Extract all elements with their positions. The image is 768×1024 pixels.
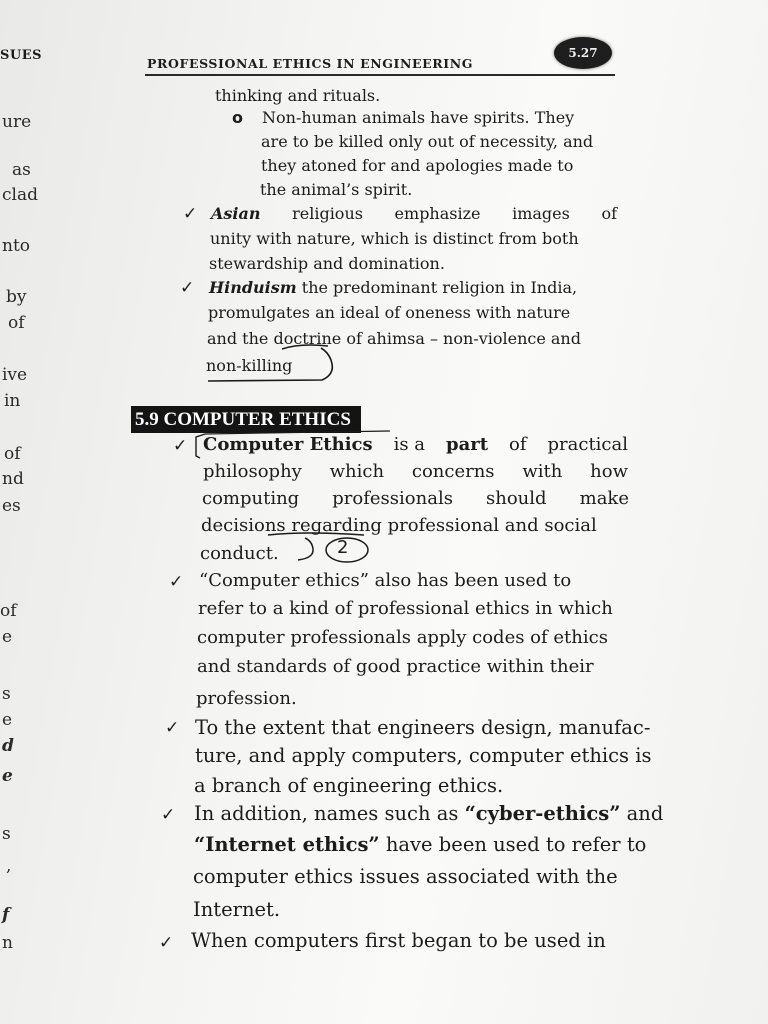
margin-fragment: nd xyxy=(2,469,24,489)
check-icon: ✓ xyxy=(173,436,188,456)
word: emphasize xyxy=(394,204,481,223)
text-line: To the extent that engineers design, manufac- xyxy=(195,716,651,739)
text-line: When computers first began to be used in xyxy=(191,929,606,952)
word: how xyxy=(590,461,628,482)
margin-fragment: , xyxy=(6,856,12,876)
box-mark xyxy=(196,434,205,458)
term-internet-ethics: “Internet ethics” xyxy=(194,833,380,856)
check-icon: ✓ xyxy=(183,204,198,224)
margin-fragment: of xyxy=(4,444,21,464)
word: practical xyxy=(547,434,628,455)
term-cyber-ethics: “cyber-ethics” xyxy=(464,802,621,825)
check-icon: ✓ xyxy=(169,572,184,592)
word: should xyxy=(486,488,547,509)
margin-fragment: of xyxy=(0,601,17,621)
box-mark xyxy=(205,431,390,434)
word: concerns xyxy=(411,461,495,482)
margin-fragment: e xyxy=(2,627,13,647)
text-line: computer ethics issues associated with the xyxy=(193,865,618,888)
text-span: In addition, names such as xyxy=(194,802,465,825)
check-icon: ✓ xyxy=(165,718,180,738)
running-header: PROFESSIONAL ETHICS IN ENGINEERING xyxy=(147,56,473,71)
margin-fragment: s xyxy=(2,824,11,844)
text-line: decisions regarding professional and social xyxy=(201,515,597,536)
text-line: unity with nature, which is distinct from both xyxy=(210,229,579,248)
text-line: are to be killed only out of necessity, and xyxy=(261,132,594,151)
margin-fragment: n xyxy=(2,933,13,953)
check-icon: ✓ xyxy=(180,278,195,298)
hollow-bullet-icon: o xyxy=(232,108,243,127)
page-number: 5.27 xyxy=(568,46,598,60)
term-asian: Asian xyxy=(211,204,261,223)
margin-fragment: d xyxy=(2,736,14,756)
margin-fragment: e xyxy=(2,766,13,786)
word: professionals xyxy=(332,488,453,509)
text-line: Internet. xyxy=(193,898,281,921)
margin-fragment: s xyxy=(2,684,11,704)
term-hinduism: Hinduism xyxy=(209,278,297,297)
text-line: refer to a kind of professional ethics in which xyxy=(198,598,613,619)
word: is a xyxy=(393,434,426,455)
margin-fragment: ure xyxy=(2,112,32,132)
text-line: “Computer ethics” also has been used to xyxy=(199,570,572,591)
word: religious xyxy=(292,204,363,223)
text-line: Non-human animals have spirits. They xyxy=(262,108,575,127)
text-line: thinking and rituals. xyxy=(215,86,381,105)
margin-fragment: in xyxy=(4,391,21,411)
margin-fragment: nto xyxy=(2,236,31,256)
text-span: the predominant religion in India, xyxy=(296,278,578,297)
bracket-mark xyxy=(208,348,332,381)
word: make xyxy=(579,488,629,509)
word: with xyxy=(522,461,563,482)
text-line: the animal’s spirit. xyxy=(260,180,413,199)
word-part: part xyxy=(446,434,489,455)
margin-fragment: f xyxy=(2,905,10,925)
check-icon: ✓ xyxy=(159,933,174,953)
margin-fragment: es xyxy=(2,496,21,516)
text-line: ture, and apply computers, computer ethics is xyxy=(195,744,652,767)
check-icon: ✓ xyxy=(161,805,176,825)
word: images xyxy=(512,204,570,223)
margin-fragment: ive xyxy=(2,365,28,385)
margin-fragment: as xyxy=(12,160,31,180)
bracket-mark xyxy=(298,538,313,560)
underline-regarding-mark xyxy=(268,533,364,535)
text-line: and standards of good practice within their xyxy=(197,656,594,677)
term-computer-ethics: Computer Ethics xyxy=(203,434,373,455)
handwritten-number: 2 xyxy=(337,537,349,558)
text-line: profession. xyxy=(196,688,297,709)
margin-fragment: of xyxy=(8,313,25,333)
word: philosophy xyxy=(203,461,302,482)
text-span: have been used to refer to xyxy=(379,833,647,856)
word: computing xyxy=(202,488,300,509)
word: of xyxy=(601,204,617,223)
text-line: a branch of engineering ethics. xyxy=(194,774,504,797)
word: of xyxy=(509,434,527,455)
text-span: and xyxy=(620,802,664,825)
margin-fragment: e xyxy=(2,710,13,730)
text-line: conduct. xyxy=(200,543,279,564)
margin-fragment: clad xyxy=(2,185,38,205)
text-line: stewardship and domination. xyxy=(209,254,445,273)
word: which xyxy=(329,461,385,482)
text-line: computer professionals apply codes of ethics xyxy=(197,627,608,648)
text-line: promulgates an ideal of oneness with nature xyxy=(208,303,571,322)
margin-fragment: by xyxy=(6,287,27,307)
header-left-fragment: SUES xyxy=(0,48,43,63)
text-line: and the doctrine of ahimsa – non-violence and xyxy=(207,329,581,348)
text-line: non-killing xyxy=(206,356,293,375)
section-heading: 5.9 COMPUTER ETHICS xyxy=(131,406,361,433)
text-line: they atoned for and apologies made to xyxy=(261,156,574,175)
